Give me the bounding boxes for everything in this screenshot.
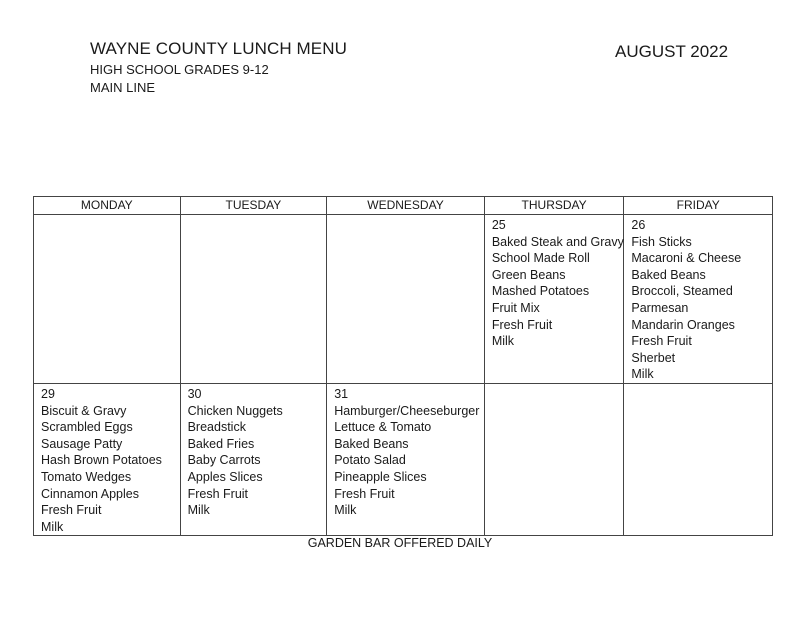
day-cell (484, 383, 624, 535)
menu-item: Fish Sticks (631, 234, 692, 249)
menu-item: Fruit Mix (491, 300, 540, 315)
menu-item: Apples Slices (187, 469, 263, 484)
menu-item: Parmesan (631, 300, 689, 315)
menu-item: Lettuce & Tomato (334, 420, 432, 435)
day-cell (484, 215, 624, 384)
menu-item: Milk (334, 503, 357, 518)
garden-bar-note: GARDEN BAR OFFERED DAILY (307, 536, 493, 550)
menu-item: Breadstick (187, 420, 246, 435)
menu-item: Baked Beans (334, 436, 409, 451)
day-cell (624, 215, 773, 384)
day-cell-content (327, 215, 484, 217)
day-cell-content (34, 215, 180, 217)
menu-item: Broccoli, Steamed (631, 284, 733, 299)
menu-item: Milk (41, 519, 64, 534)
week-row (34, 215, 773, 384)
day-number: 31 (334, 386, 349, 401)
menu-item: Macaroni & Cheese (631, 251, 742, 266)
menu-item: School Made Roll (491, 251, 590, 266)
header-wednesday: WEDNESDAY (327, 197, 485, 215)
menu-item: Fresh Fruit (334, 486, 395, 501)
header-monday: MONDAY (34, 197, 181, 215)
menu-item: Hash Brown Potatoes (41, 453, 162, 468)
menu-calendar-table (33, 196, 773, 536)
day-cell-content (327, 384, 484, 519)
menu-item: Cinnamon Apples (41, 486, 139, 501)
menu-item: Milk (631, 367, 654, 382)
menu-item: Mashed Potatoes (491, 284, 590, 299)
menu-item: Mandarin Oranges (631, 317, 735, 332)
menu-item: Fresh Fruit (491, 317, 553, 332)
menu-item: Biscuit & Gravy (41, 403, 127, 418)
menu-item: Pineapple Slices (334, 469, 427, 484)
menu-item: Tomato Wedges (41, 469, 132, 484)
day-cell (327, 383, 485, 535)
menu-item: Potato Salad (334, 453, 406, 468)
day-cell (327, 215, 485, 384)
menu-item: Sherbet (631, 350, 676, 365)
day-cell-content (181, 215, 327, 217)
grade-subtitle: HIGH SCHOOL GRADES 9-12 (90, 62, 269, 77)
day-cell-content (485, 384, 624, 386)
menu-item: Milk (187, 503, 210, 518)
weekday-header-row (34, 197, 773, 215)
menu-item: Green Beans (491, 267, 566, 282)
day-cell (34, 383, 181, 535)
menu-item: Sausage Patty (41, 436, 123, 451)
menu-item: Fresh Fruit (631, 334, 692, 349)
day-cell (180, 383, 327, 535)
header-tuesday: TUESDAY (180, 197, 327, 215)
header-thursday: THURSDAY (484, 197, 624, 215)
day-number: 30 (187, 386, 202, 401)
menu-item: Baked Fries (187, 436, 255, 451)
day-number: 26 (631, 218, 646, 232)
day-cell-content (181, 384, 327, 519)
day-cell-content (34, 384, 180, 535)
day-cell (180, 215, 327, 384)
header-friday: FRIDAY (624, 197, 773, 215)
menu-item: Scrambled Eggs (41, 420, 133, 435)
menu-item: Chicken Nuggets (187, 403, 283, 418)
day-cell (34, 215, 181, 384)
footer-note (0, 536, 800, 550)
day-number: 29 (41, 386, 55, 401)
day-cell-content (485, 215, 624, 350)
day-cell-content (624, 215, 772, 383)
menu-item: Fresh Fruit (187, 486, 249, 501)
day-number: 25 (491, 218, 506, 232)
day-cell-content (624, 384, 772, 386)
menu-item: Baby Carrots (187, 453, 261, 468)
day-cell (624, 383, 773, 535)
line-subtitle: MAIN LINE (90, 80, 156, 95)
menu-item: Milk (491, 334, 515, 349)
menu-item: Baked Beans (631, 267, 706, 282)
menu-item: Fresh Fruit (41, 503, 102, 518)
menu-item: Baked Steak and Gravy (491, 234, 624, 249)
menu-month: AUGUST 2022 (615, 42, 729, 61)
menu-item: Hamburger/Cheeseburger (334, 403, 480, 418)
week-row (34, 383, 773, 535)
menu-title: WAYNE COUNTY LUNCH MENU (90, 39, 348, 58)
